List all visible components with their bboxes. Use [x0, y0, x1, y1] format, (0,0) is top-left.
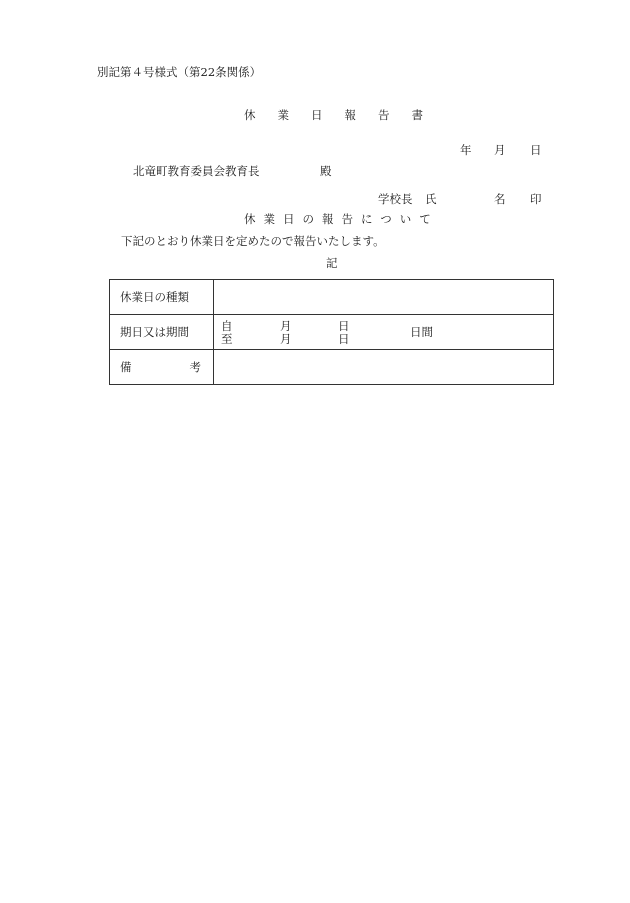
- document-title: 休業日報告書: [244, 108, 445, 122]
- signer-surname-label: 氏: [425, 192, 437, 206]
- addressee-honorific: 殿: [320, 164, 332, 178]
- table-row: [110, 350, 554, 385]
- to-day-label: 日: [338, 332, 350, 346]
- subject-line: 休業日の報告について: [244, 212, 439, 226]
- form-reference: 別記第４号様式（第22条関係）: [97, 65, 262, 79]
- date-year-label: 年: [460, 143, 472, 157]
- period-field[interactable]: [214, 315, 554, 350]
- remarks-label: [110, 350, 214, 385]
- to-month-label: 月: [280, 332, 292, 346]
- date-month-label: 月: [494, 143, 506, 157]
- remarks-label-part-1: 備: [120, 360, 132, 374]
- closure-type-field[interactable]: [214, 280, 554, 315]
- from-label: 自: [221, 319, 233, 333]
- from-month-label: 月: [280, 319, 292, 333]
- period-label: 期日又は期間: [110, 315, 214, 350]
- table-row: [110, 315, 554, 350]
- signer-name-label: 名: [494, 192, 506, 206]
- addressee: 北竜町教育委員会教育長: [133, 164, 260, 178]
- to-label: 至: [221, 332, 233, 346]
- from-day-label: 日: [338, 319, 350, 333]
- seal-mark: 印: [530, 192, 542, 206]
- table-row: [110, 280, 554, 315]
- date-day-label: 日: [530, 143, 542, 157]
- report-table: [109, 279, 554, 385]
- ki-label: 記: [326, 256, 338, 270]
- duration-days-label: 日間: [410, 325, 433, 339]
- signer-role: 学校長: [378, 192, 413, 206]
- body-text: 下記のとおり休業日を定めたので報告いたします。: [121, 234, 385, 248]
- remarks-field[interactable]: [214, 350, 554, 385]
- remarks-label-part-2: 考: [189, 360, 201, 374]
- closure-type-label: 休業日の種類: [110, 280, 214, 315]
